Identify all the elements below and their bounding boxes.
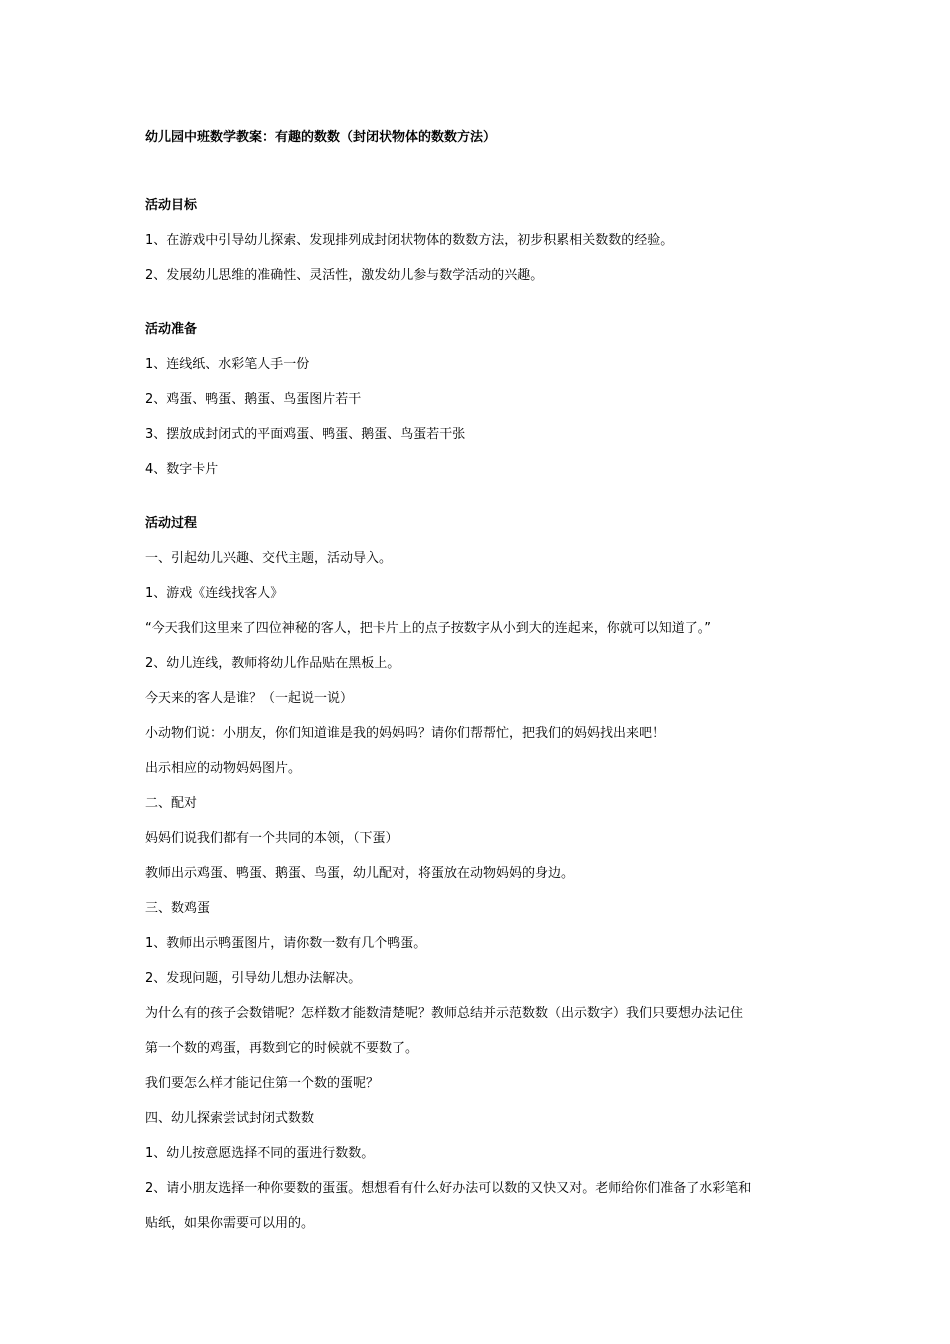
- process-line: 四、幼儿探索尝试封闭式数数: [145, 1111, 315, 1126]
- goal-item: 2、发展幼儿思维的准确性、灵活性，激发幼儿参与数学活动的兴趣。: [145, 268, 544, 283]
- preparation-item: 3、摆放成封闭式的平面鸡蛋、鸭蛋、鹅蛋、鸟蛋若干张: [145, 427, 466, 442]
- document-body: [145, 128, 825, 1241]
- process-line: 2、发现问题，引导幼儿想办法解决。: [145, 971, 362, 986]
- process-line: 出示相应的动物妈妈图片。: [145, 761, 302, 776]
- process-line: 2、请小朋友选择一种你要数的蛋蛋。想想看有什么好办法可以数的又快又对。老师给你们准备了水彩笔和: [145, 1181, 752, 1196]
- process-line: 今天来的客人是谁？（一起说一说）: [145, 691, 354, 706]
- spacer: [145, 293, 825, 312]
- process-line: 1、幼儿按意愿选择不同的蛋进行数数。: [145, 1146, 375, 1161]
- process-line: 贴纸，如果你需要可以用的。: [145, 1216, 315, 1231]
- process-line: 2、幼儿连线，教师将幼儿作品贴在黑板上。: [145, 656, 401, 671]
- section-heading-goals: 活动目标: [145, 198, 198, 213]
- process-line: 第一个数的鸡蛋，再数到它的时候就不要数了。: [145, 1041, 419, 1056]
- process-line: “今天我们这里来了四位神秘的客人，把卡片上的点子按数字从小到大的连起来，你就可以知道了。”: [145, 621, 711, 636]
- process-line: 教师出示鸡蛋、鸭蛋、鹅蛋、鸟蛋，幼儿配对，将蛋放在动物妈妈的身边。: [145, 866, 575, 881]
- preparation-item: 1、连线纸、水彩笔人手一份: [145, 357, 310, 372]
- process-line: 妈妈们说我们都有一个共同的本领，（下蛋）: [145, 831, 399, 846]
- process-line: 一、引起幼儿兴趣、交代主题，活动导入。: [145, 551, 393, 566]
- process-line: 三、数鸡蛋: [145, 901, 211, 916]
- process-line: 1、游戏《连线找客人》: [145, 586, 284, 601]
- section-heading-preparation: 活动准备: [145, 322, 198, 337]
- process-line: 小动物们说：小朋友，你们知道谁是我的妈妈吗？请你们帮帮忙，把我们的妈妈找出来吧！: [145, 726, 666, 741]
- preparation-item: 2、鸡蛋、鸭蛋、鹅蛋、鸟蛋图片若干: [145, 392, 362, 407]
- preparation-item: 4、数字卡片: [145, 462, 219, 477]
- process-line: 1、教师出示鸭蛋图片，请你数一数有几个鸭蛋。: [145, 936, 427, 951]
- process-line: 我们要怎么样才能记住第一个数的蛋呢？: [145, 1076, 380, 1091]
- spacer: [145, 487, 825, 506]
- goal-item: 1、在游戏中引导幼儿探索、发现排列成封闭状物体的数数方法，初步积累相关数数的经验。: [145, 233, 674, 248]
- document-title: 幼儿园中班数学教案：有趣的数数（封闭状物体的数数方法）: [145, 130, 497, 145]
- process-line: 二、配对: [145, 796, 198, 811]
- process-line: 为什么有的孩子会数错呢？怎样数才能数清楚呢？教师总结并示范数数（出示数字）我们只要想办法记住: [145, 1006, 744, 1021]
- spacer: [145, 148, 825, 188]
- section-heading-process: 活动过程: [145, 516, 198, 531]
